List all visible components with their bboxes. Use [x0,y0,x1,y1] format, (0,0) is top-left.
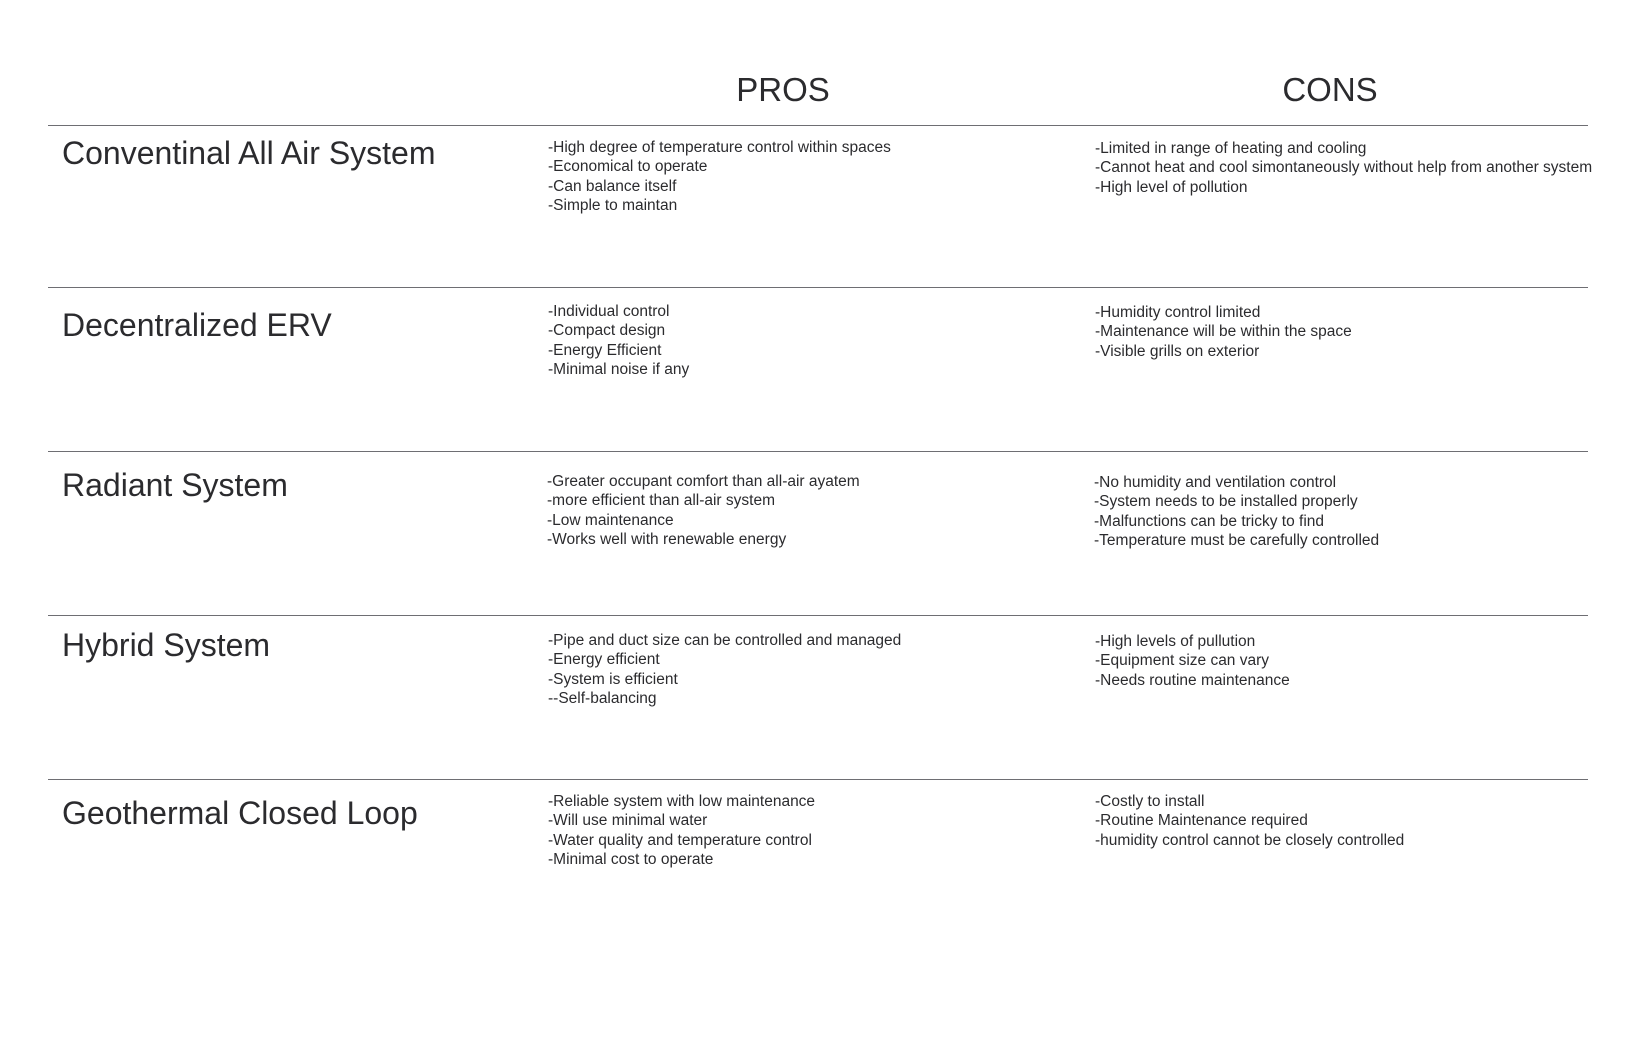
pros-item: -Can balance itself [548,177,677,195]
pros-item: -Individual control [548,303,670,320]
system-row-geothermal-closed-loop [48,780,1588,940]
cons-item: -Equipment size can vary [1095,652,1270,670]
pros-item: -Simple to maintan [548,196,678,214]
system-row-radiant [48,452,1588,612]
pros-list [548,792,1068,869]
pros-item: -Water quality and temperature control [548,831,812,849]
pros-item: -Energy Efficient [548,341,662,359]
cons-item: -Maintenance will be within the space [1095,323,1352,341]
pros-item: --Self-balancing [548,689,657,707]
cons-item: -Visible grills on exterior [1095,342,1260,360]
pros-item: -Pipe and duct size can be controlled and managed [548,632,902,649]
pros-item: -Energy efficient [548,651,660,669]
pros-item: -Economical to operate [548,158,708,176]
cons-item: -Cannot heat and cool simontaneously without help from another system [1095,159,1593,177]
pros-item: -Works well with renewable energy [547,530,787,548]
cons-item: -Routine Maintenance required [1095,812,1308,830]
pros-list [548,138,1068,215]
pros-list [547,472,1067,549]
cons-list [1095,632,1615,690]
cons-item: -Needs routine maintenance [1095,671,1290,689]
system-name: Conventinal All Air System [62,135,436,171]
cons-item: -Temperature must be carefully controlled [1094,531,1380,549]
system-row-conventional-all-air [48,126,1593,286]
system-name: Radiant System [62,467,288,503]
system-name: Hybrid System [62,627,271,663]
pros-item: -System is efficient [548,670,678,688]
cons-item: -No humidity and ventilation control [1094,474,1337,491]
pros-column-header: PROS [736,71,830,108]
cons-item: -Malfunctions can be tricky to find [1094,512,1325,530]
cons-list [1095,303,1615,361]
pros-list [548,302,1068,379]
cons-item: -humidity control cannot be closely controlled [1095,831,1405,849]
pros-item: -Minimal cost to operate [548,850,714,868]
cons-column-header: CONS [1282,71,1378,108]
system-row-decentralized-erv [48,288,1588,448]
cons-list [1094,473,1614,550]
cons-list [1095,139,1615,197]
pros-item: -Low maintenance [547,511,674,529]
pros-list [548,631,1068,708]
pros-item: -Reliable system with low maintenance [548,793,816,810]
system-name: Geothermal Closed Loop [62,795,418,831]
pros-item: -High degree of temperature control within spaces [548,139,891,156]
pros-item: -Will use minimal water [548,812,708,830]
cons-item: -Limited in range of heating and cooling [1095,140,1367,157]
cons-list [1095,792,1615,850]
cons-item: -Costly to install [1095,793,1205,810]
cons-item: -System needs to be installed properly [1094,493,1358,511]
cons-item: -High levels of pullution [1095,633,1256,650]
pros-item: -more efficient than all-air system [547,492,775,510]
pros-item: -Compact design [548,322,666,340]
cons-item: -High level of pollution [1095,178,1248,196]
pros-item: -Minimal noise if any [548,360,690,378]
system-name: Decentralized ERV [62,307,332,343]
system-row-hybrid [48,616,1588,776]
cons-item: -Humidity control limited [1095,304,1261,321]
pros-item: -Greater occupant comfort than all-air ayatem [547,473,860,490]
